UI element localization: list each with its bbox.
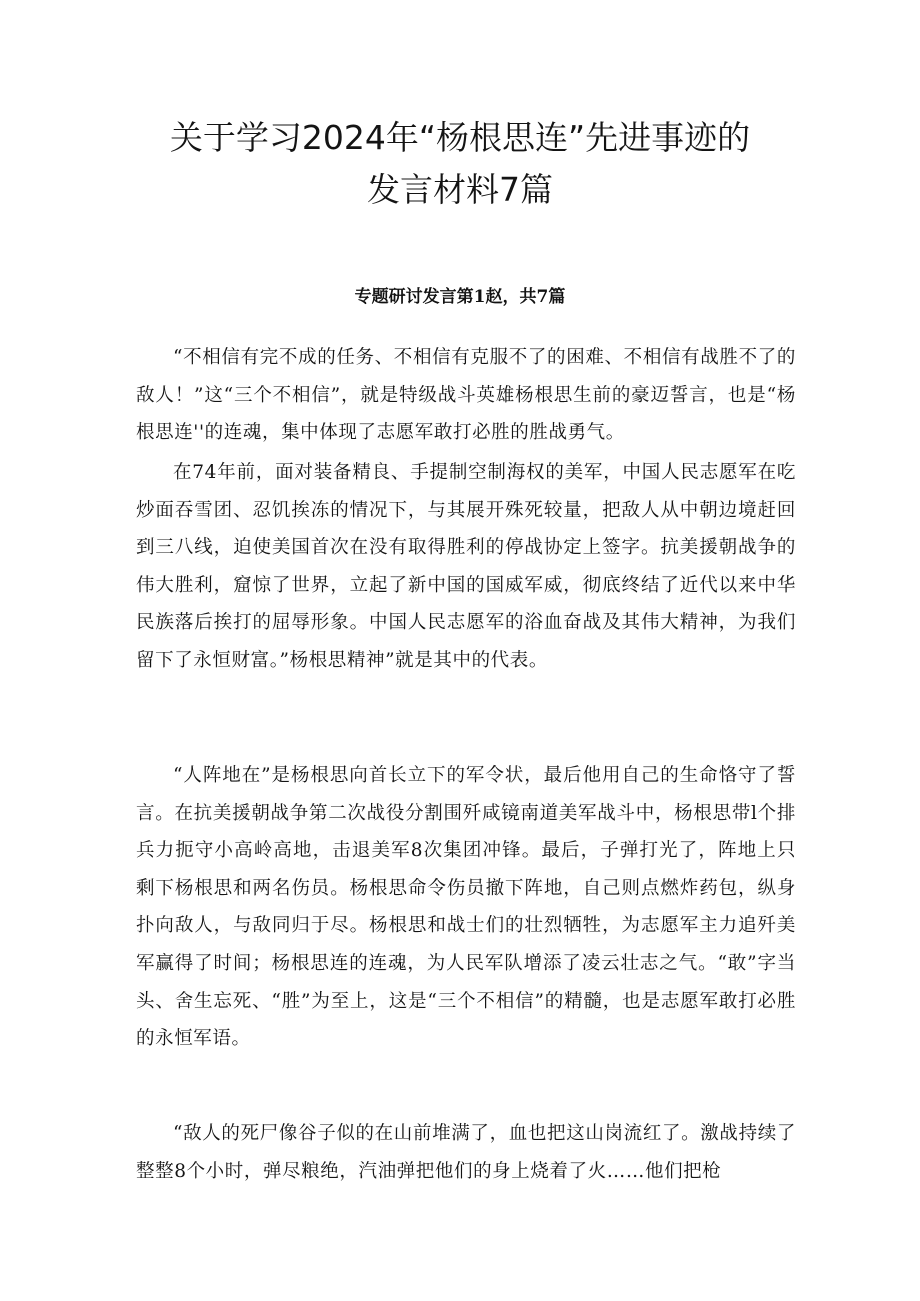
title-line-2: 发言材料7篇 [367,170,553,209]
paragraph-2: 在74年前，面对装备精良、手提制空制海权的美军，中国人民志愿军在吃炒面吞雪团、忍饥挨冻的情况下，与其展开殊死较量，把敌人从中朝边境赶回到三八线，迫使美国首次在没有取得胜利的停战协定上签字。抗美援朝战争的伟大胜利，窟惊了世界，立起了新中国的国威军威，彻底终结了近代以来中华民族落后挨打的屈辱形象。中国人民志愿军的浴血奋战及其伟大精神，为我们留下了永恒财富。”杨根思精神”就是其中的代表。 [136,462,796,671]
paragraph-3: “人阵地在”是杨根思向首长立下的军令状，最后他用自己的生命恪守了誓言。在抗美援朝战争第二次战役分割围歼咸镜南道美军战斗中，杨根思带l个排兵力扼守小高岭高地，击退美军8次集团冲锋。最后，子弹打光了，阵地上只剩下杨根思和两名伤员。杨根思命令伤员撤下阵地，自己则点燃炸药包，纵身扑向敌人，与敌同归于尽。杨根思和战士们的壮烈牺牲，为志愿军主力追歼美军赢得了时间；杨根思连的连魂，为人民军队增添了凌云壮志之气。“敢”字当头、舍生忘死、“胜”为至上，这是“三个不相信”的精髓，也是志愿军敢打必胜的永恒军语。 [136,765,796,1050]
paragraph-1: “不相信有完不成的任务、不相信有克服不了的困难、不相信有战胜不了的敌人！”这“三个不相信”，就是特级战斗英雄杨根思生前的豪迈誓言，也是“杨根思连''的连魂，集中体现了志愿军敢打必胜的胜战勇气。 [136,347,796,444]
document-title [120,112,800,216]
title-line-1: 关于学习2024年“杨根思连”先进事迹的 [169,118,751,157]
section-subheading: 专题研讨发言第1赵，共7篇 [354,287,566,307]
paragraph-4: “敌人的死尸像谷子似的在山前堆满了，血也把这山岗流红了。激战持续了整整8个小时，弹尽粮绝，汽油弹把他们的身上烧着了火……他们把枪 [136,1123,796,1182]
